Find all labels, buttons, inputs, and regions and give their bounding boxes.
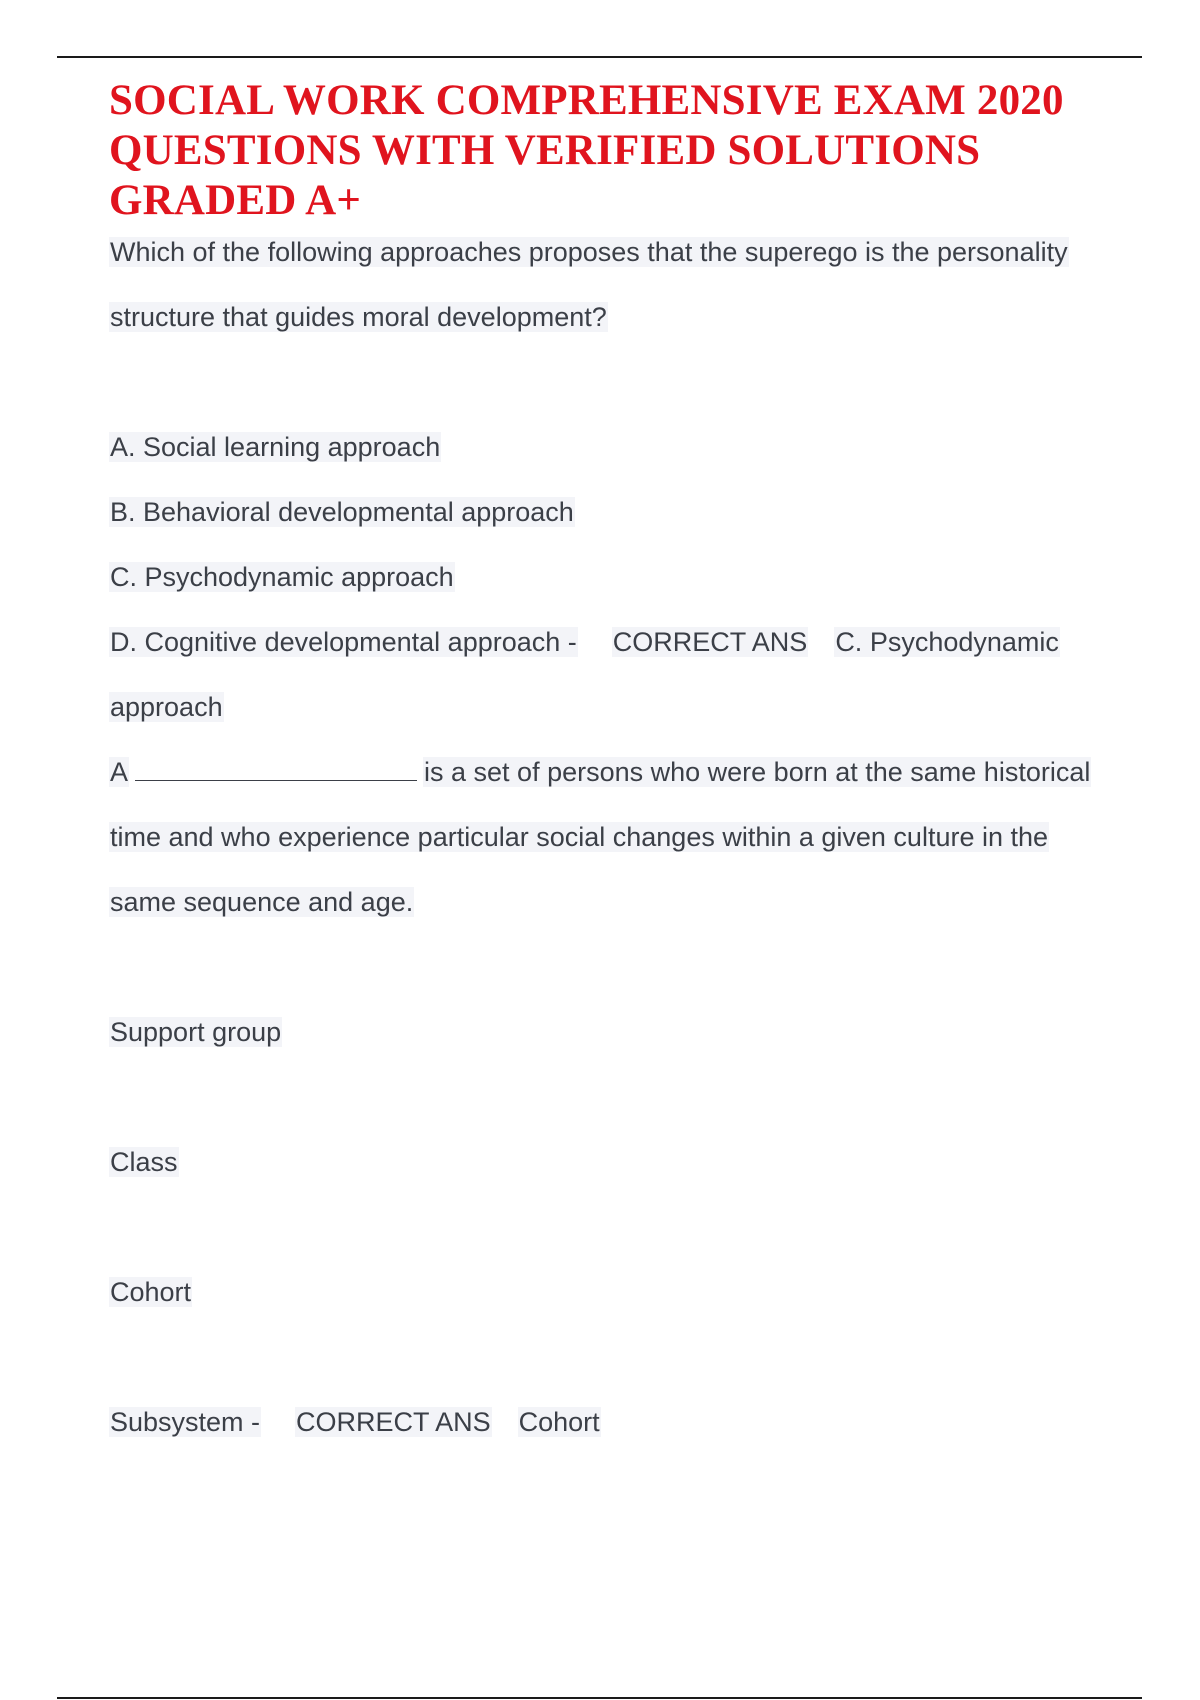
q2-stem-line-1: A is a set of persons who were born at the same historical (110, 757, 1091, 787)
spacer (109, 1195, 1134, 1260)
q1-option-d-with-answer: D. Cognitive developmental approach - CORRECT ANS C. Psychodynamic (110, 627, 1059, 657)
q1-option-c: C. Psychodynamic approach (110, 562, 454, 592)
q1-stem-line-2: structure that guides moral development? (110, 302, 607, 332)
spacer (109, 1325, 1134, 1390)
top-divider (57, 56, 1142, 58)
q1-stem-line-1: Which of the following approaches proposes that the superego is the personality (110, 237, 1068, 267)
q2-option-2: Class (110, 1147, 178, 1177)
spacer (109, 1065, 1134, 1130)
document-title: SOCIAL WORK COMPREHENSIVE EXAM 2020 QUESTIONS WITH VERIFIED SOLUTIONS GRADED A+ (109, 77, 1064, 224)
bottom-divider (57, 1697, 1142, 1699)
fill-in-blank (135, 758, 417, 781)
q2-correct-label: CORRECT ANS (296, 1407, 491, 1437)
q2-option-3: Cohort (110, 1277, 192, 1307)
q2-stem-line-2: time and who experience particular social changes within a given culture in the (110, 822, 1049, 852)
q1-option-a: A. Social learning approach (110, 432, 441, 462)
q2-stem-line-3: same sequence and age. (110, 887, 414, 917)
q2-answer: Cohort (518, 1407, 600, 1437)
q1-option-b: B. Behavioral developmental approach (110, 497, 574, 527)
q1-answer: C. Psychodynamic (835, 627, 1059, 657)
q1-answer-continued: approach (110, 692, 223, 722)
spacer (109, 935, 1134, 1000)
document-body (109, 220, 1134, 1455)
q2-option-1: Support group (110, 1017, 282, 1047)
q2-option-4-with-answer: Subsystem - CORRECT ANS Cohort (110, 1407, 600, 1437)
q1-correct-label: CORRECT ANS (612, 627, 808, 657)
spacer (109, 350, 1134, 415)
